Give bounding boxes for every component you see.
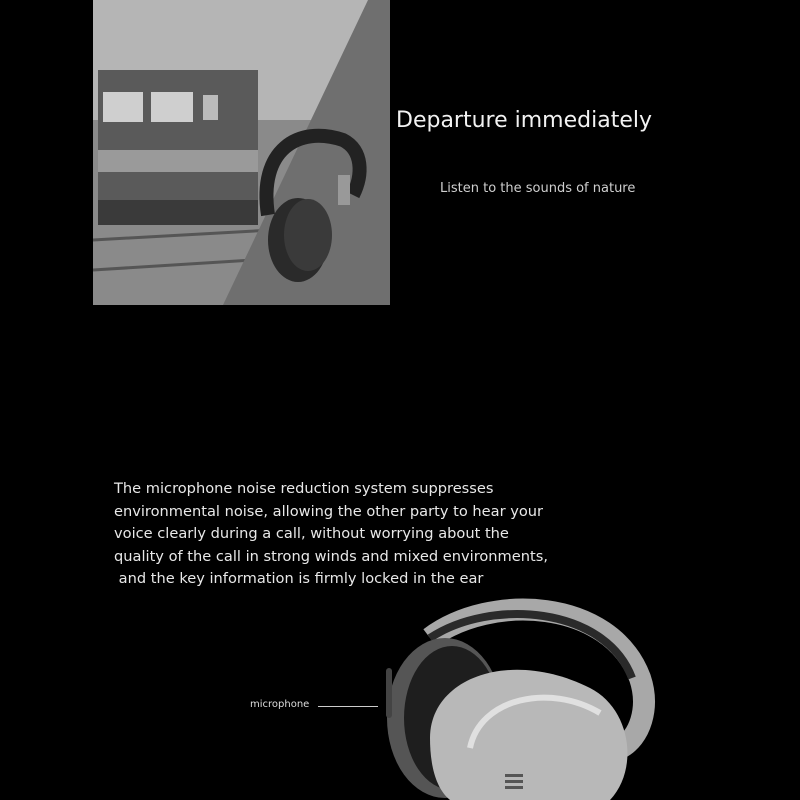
hero-title: Departure immediately — [396, 108, 652, 133]
microphone-callout-label: microphone — [250, 699, 310, 710]
silver-headphone-image — [370, 598, 670, 800]
train-headphone-photo — [93, 0, 390, 305]
description-line: and the key information is firmly locked in the ear — [114, 570, 484, 587]
feature-description — [114, 478, 548, 591]
description-line: quality of the call in strong winds and mixed environments, — [114, 547, 548, 565]
description-line: voice clearly during a call, without worrying about the — [114, 525, 509, 542]
description-line: environmental noise, allowing the other party to hear your — [114, 502, 544, 520]
description-line: The microphone noise reduction system suppresses — [114, 480, 494, 497]
microphone-callout-line — [318, 706, 378, 707]
hero-subtitle: Listen to the sounds of nature — [440, 181, 636, 196]
